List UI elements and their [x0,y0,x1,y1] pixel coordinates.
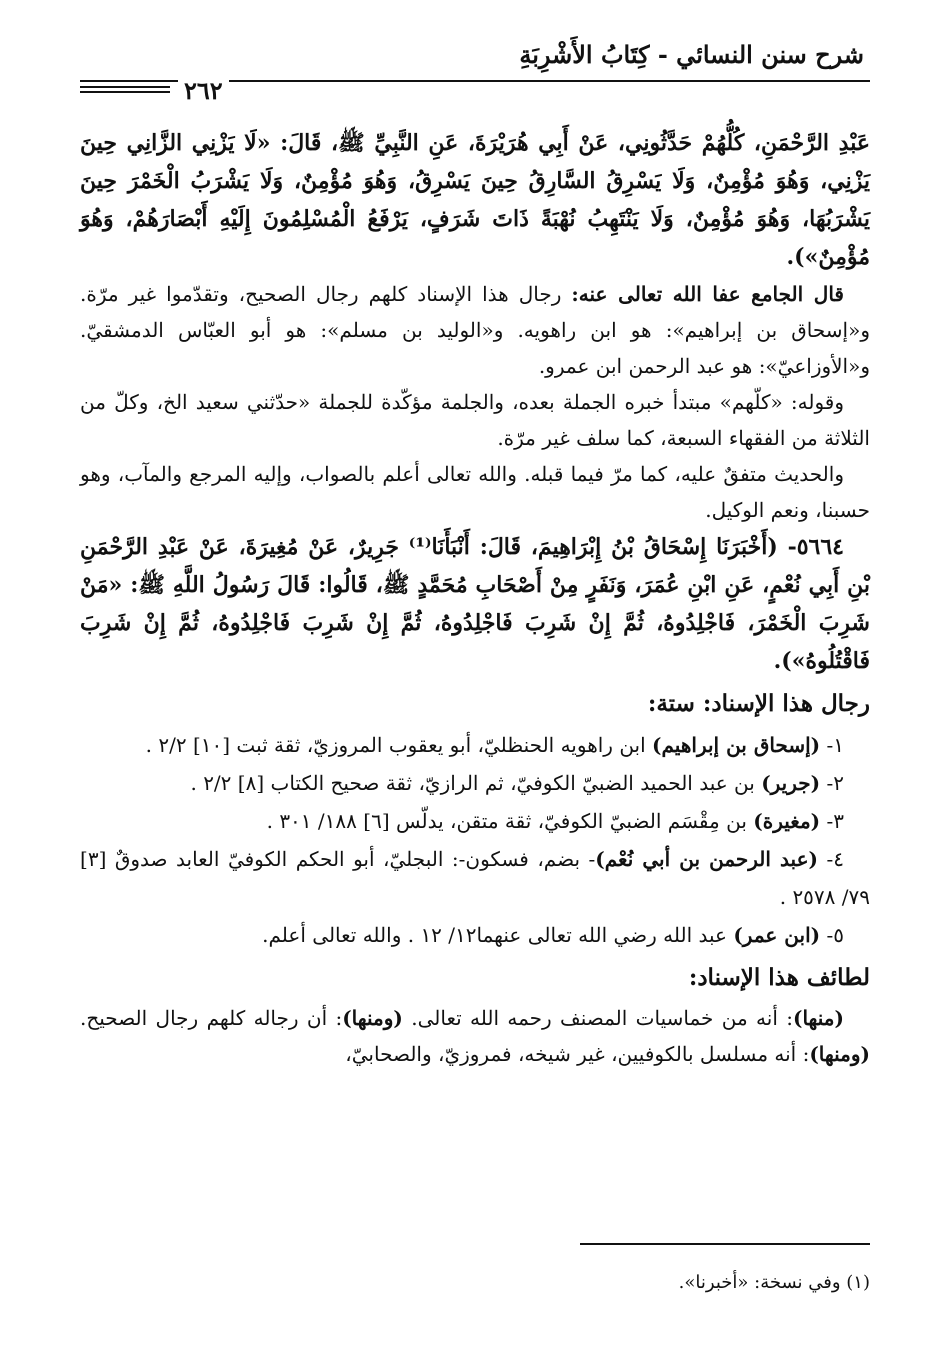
subtlety-text: : أن رجاله كلهم رجال الصحيح. [80,1006,343,1030]
header-rule-short [80,86,170,88]
footnote: (١) وفي نسخة: «أخبرنا». [678,1272,870,1293]
narrator-item [80,840,870,916]
book-page [80,40,870,1350]
subtleties-heading: لطائف هذا الإسناد: [688,964,870,991]
page-number: ٢٦٢ [178,76,229,105]
running-title: شرح سنن النسائي - كِتَابُ الأَشْرِبَةِ [519,40,864,69]
commentary-paragraph-1 [80,276,870,384]
narrator-text: عبد الله رضي الله تعالى عنهما١٢/ ١٢ . والله تعالى أعلم. [262,923,734,947]
subtlety-text: : أنه مسلسل بالكوفيين، غير شيخه، فمروزيّ، والصحابيّ، [345,1042,810,1066]
commentary-paragraph-2: وقوله: «كلّهم» مبتدأ خبره الجملة بعده، والجلمة مؤكّدة للجملة «حدّثني سعيد الخ، وكلّ من الثلاثة من الفقهاء السبعة، كما سلف غير مرّة. [80,390,870,450]
narrators-list [80,726,870,954]
subtlety-label: (ومنها) [809,1042,870,1066]
narrator-text: - بضم، فسكون-: البجليّ، أبو الحكم الكوفيّ العابد صدوقٌ [٣] ٧٩/ ٢٥٧٨ . [80,847,870,909]
narrator-number: ٤- [818,847,844,871]
commentary-paragraph-3: والحديث متفقٌ عليه، كما مرّ فيما قبله. والله تعالى أعلم بالصواب، وإليه المرجع والمآب، وهو حسبنا، ونعم الوكيل. [80,462,870,522]
narrator-name: (عبد الرحمن بن أبي نُعْم) [595,847,818,871]
narrator-text: ابن راهويه الحنظليّ، أبو يعقوب المروزيّ، ثقة ثبت [١٠] ٢/٢ . [145,733,653,757]
narrator-name: (ابن عمر) [733,923,821,947]
subtlety-label: (منها) [793,1006,844,1030]
narrator-number: ١- [820,733,844,757]
narrator-item [80,802,870,840]
subtlety-label: (ومنها) [342,1006,403,1030]
narrators-heading: رجال هذا الإسناد: ستة: [647,690,870,717]
narrator-item [80,764,870,802]
narrator-number: ٢- [820,771,844,795]
narrator-item [80,726,870,764]
narrator-item [80,916,870,954]
hadith-continuation: عَبْدِ الرَّحْمَنِ، كُلُّهُمْ حَدَّثُونِي، عَنْ أَبِي هُرَيْرَةَ، عَنِ النَّبِيِّ ﷺ، قَالَ: «لَا يَزْنِي الزَّانِي حِينَ يَزْنِي، وَهُوَ مُؤْمِنٌ، وَلَا يَسْرِقُ السَّارِقُ حِينَ يَسْرِقُ، وَهُوَ مُؤْمِنٌ، وَلَا يَشْرَبُ الْخَمْرَ حِينَ يَشْرَبُهَا، وَهُوَ مُؤْمِنٌ، وَلَا يَنْتَهِبُ نُهْبَةً ذَاتَ شَرَفٍ، يَرْفَعُ الْمُسْلِمُونَ إِلَيْهِ أَبْصَارَهُمْ، وَهُوَ مُؤْمِنٌ»). [80,130,870,270]
footnote-separator [580,1243,870,1245]
narrator-text: بن عبد الحميد الضبيّ الكوفيّ، ثم الرازيّ، ثقة صحيح الكتاب [٨] ٢/٢ . [190,771,762,795]
narrator-name: (إسحاق بن إبراهيم) [652,733,821,757]
commentary-label: قال الجامع عفا الله تعالى عنه: [571,282,844,306]
header-rule-short-2 [80,91,170,93]
page-body [80,124,870,1072]
narrator-number: ٥- [820,923,844,947]
page-header [80,40,870,106]
narrator-name: (مغيرة) [753,809,821,833]
subtleties-paragraph [80,1000,870,1072]
hadith-5664: ٥٦٦٤- (أَخْبَرَنَا إِسْحَاقُ بْنُ إِبْرَاهِيمَ، قَالَ: أَنْبَأَنَا⁽¹⁾ جَرِيرٌ، عَنْ مُغِيرَةَ، عَنْ عَبْدِ الرَّحْمَنِ بْنِ أَبِي نُعْمٍ، عَنِ ابْنِ عُمَرَ، وَنَفَرٍ مِنْ أَصْحَابِ مُحَمَّدٍ ﷺ، قَالُوا: قَالَ رَسُولُ اللَّهِ ﷺ: «مَنْ شَرِبَ الْخَمْرَ، فَاجْلِدُوهُ، ثُمَّ إِنْ شَرِبَ فَاجْلِدُوهُ، ثُمَّ إِنْ شَرِبَ فَاجْلِدُوهُ، ثُمَّ إِنْ شَرِبَ فَاقْتُلُوهُ»). [80,534,870,674]
narrator-text: بن مِقْسَم الضبيّ الكوفيّ، ثقة متقن، يدلّس [٦] ١٨٨/ ٣٠١ . [266,809,754,833]
subtlety-text: : أنه من خماسيات المصنف رحمه الله تعالى. [402,1006,793,1030]
commentary-text-1: رجال هذا الإسناد كلهم رجال الصحيح، وتقدّموا غير مرّة. و«إسحاق بن إبراهيم»: هو ابن راهويه. و«الوليد بن مسلم»: هو أبو العبّاس الدمشقيّ. و«الأوزاعيّ»: هو عبد الرحمن ابن عمرو. [80,282,870,378]
narrator-number: ٣- [820,809,844,833]
narrator-name: (جرير) [761,771,821,795]
